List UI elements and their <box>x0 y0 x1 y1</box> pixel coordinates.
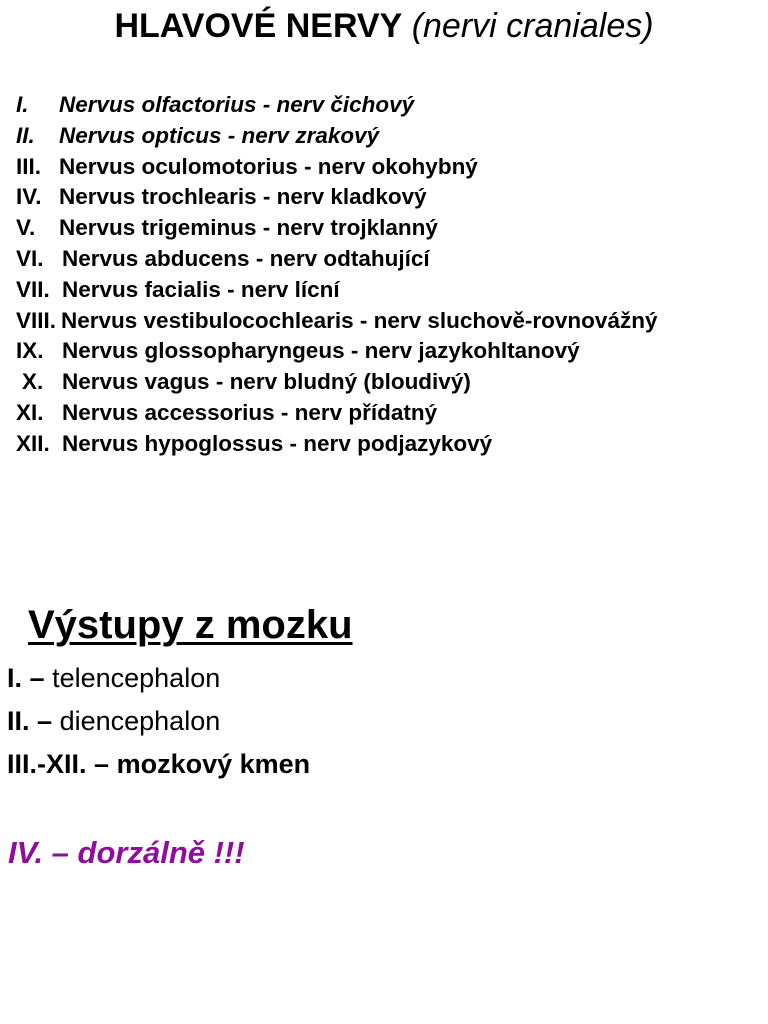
nerve-number: III. <box>16 153 42 179</box>
nerve-number: XII. <box>16 430 50 456</box>
exit-number: I. <box>7 663 23 693</box>
nerve-item <box>16 213 764 244</box>
nerve-item <box>16 121 764 152</box>
exit-region: diencephalon <box>59 706 221 736</box>
nerve-item <box>16 152 764 183</box>
nerve-item <box>16 90 764 121</box>
nerve-item <box>16 429 764 460</box>
title-subtitle: (nervi craniales) <box>411 7 654 45</box>
nerve-item <box>16 398 764 429</box>
nerve-number: IV. <box>16 184 42 210</box>
nerve-name: Nervus oculomotorius - nerv okohybný <box>59 153 478 179</box>
exit-region: telencephalon <box>52 663 221 693</box>
nerve-name: Nervus opticus - nerv zrakový <box>59 122 380 148</box>
highlighted-note: IV. – dorzálně !!! <box>8 835 245 870</box>
exit-number: III.-XII. <box>7 749 87 779</box>
exit-item <box>7 743 310 786</box>
nerve-number: V. <box>16 215 36 241</box>
nerve-item <box>16 336 764 367</box>
page-title <box>0 4 768 48</box>
nerve-name: Nervus trochlearis - nerv kladkový <box>59 184 427 210</box>
nerve-item <box>16 275 764 306</box>
nerve-name: Nervus olfactorius - nerv čichový <box>59 92 415 117</box>
nerve-number: VIII. <box>16 307 57 333</box>
exit-dash: – <box>94 749 110 779</box>
nerve-name: Nervus hypoglossus - nerv podjazykový <box>62 430 493 456</box>
exit-dash: – <box>37 706 53 736</box>
nerve-number: VII. <box>16 276 50 302</box>
title-main: HLAVOVÉ NERVY <box>114 7 403 45</box>
nerve-name: Nervus glossopharyngeus - nerv jazykohltanový <box>62 338 580 364</box>
nerve-number: VI. <box>16 245 44 271</box>
nerve-name: Nervus trigeminus - nerv trojklanný <box>59 215 438 241</box>
nerve-number: XI. <box>16 399 44 425</box>
nerve-item <box>16 367 764 398</box>
exit-region: mozkový kmen <box>116 749 311 779</box>
cranial-nerve-list <box>16 90 764 460</box>
nerve-name: Nervus facialis - nerv lícní <box>62 276 340 302</box>
exit-number: II. <box>7 706 30 736</box>
nerve-number: II. <box>16 122 35 148</box>
nerve-number: IX. <box>16 338 44 364</box>
nerve-name: Nervus vagus - nerv bludný (bloudivý) <box>62 369 471 395</box>
exit-item <box>7 657 310 700</box>
brain-exit-list <box>7 657 310 786</box>
exit-item <box>7 700 310 743</box>
nerve-name: Nervus abducens - nerv odtahující <box>62 245 430 271</box>
section-heading: Výstupy z mozku <box>28 603 353 647</box>
nerve-item <box>16 244 764 275</box>
nerve-number: X. <box>22 369 44 395</box>
nerve-name: Nervus vestibulocochlearis - nerv sluchově-rovnovážný <box>61 307 658 333</box>
nerve-number: I. <box>16 92 29 117</box>
nerve-item <box>16 306 764 337</box>
nerve-item <box>16 182 764 213</box>
exit-dash: – <box>29 663 45 693</box>
nerve-name: Nervus accessorius - nerv přídatný <box>62 399 438 425</box>
